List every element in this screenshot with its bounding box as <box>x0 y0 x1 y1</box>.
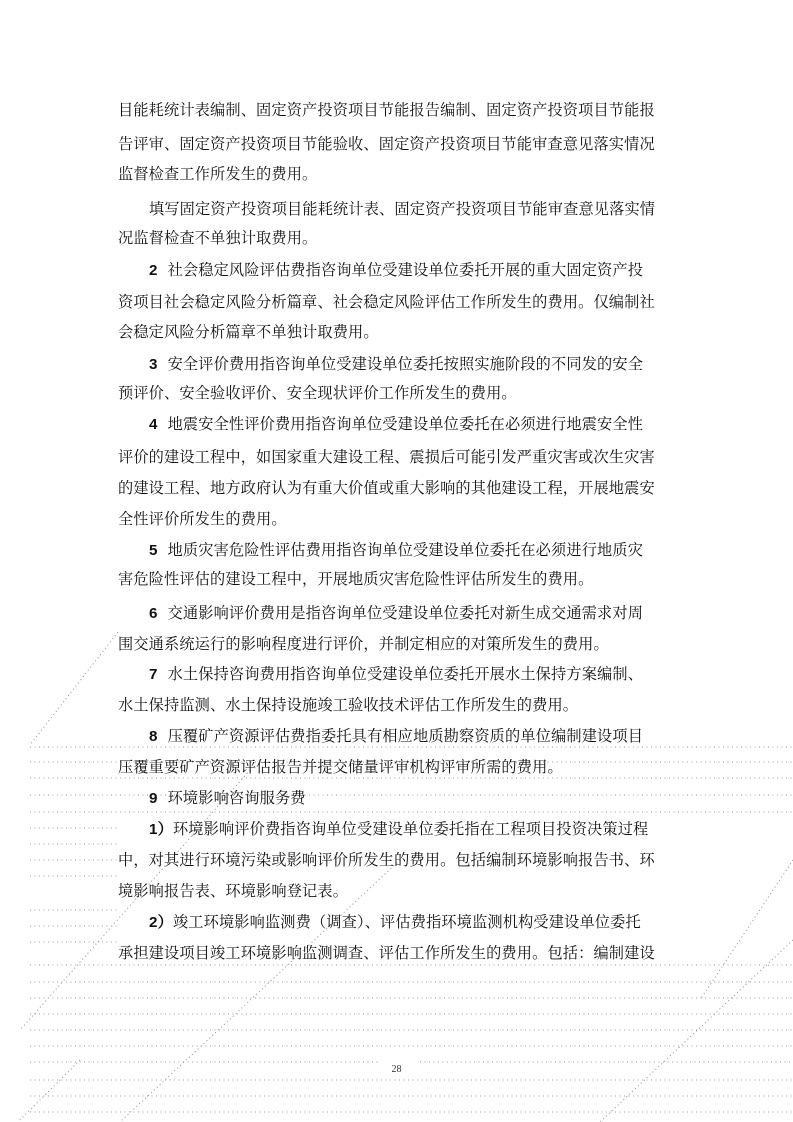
text-line: 预评价、安全验收评价、安全现状评价工作所发生的费用。 <box>118 384 517 402</box>
text-line: 目能耗统计表编制、固定资产投资项目节能报告编制、固定资产投资项目节能报 <box>118 101 655 119</box>
text-line: 会稳定风险分析篇章不单独计取费用。 <box>118 323 379 341</box>
item-number: 1） <box>149 821 173 838</box>
item-number: 8 <box>149 728 158 745</box>
text-line: 水土保持监测、水土保持设施竣工验收技术评估工作所发生的费用。 <box>118 696 579 714</box>
item-number: 5 <box>149 542 158 559</box>
item-number: 2 <box>149 262 158 279</box>
item-number: 3 <box>149 356 158 373</box>
text-line: 监督检查工作所发生的费用。 <box>118 165 318 183</box>
item-number: 6 <box>149 605 158 622</box>
text-line: 况监督检查不单独计取费用。 <box>118 229 318 247</box>
text-line: 害危险性评估的建设工程中，开展地质灾害危险性评估所发生的费用。 <box>118 570 594 588</box>
text-line: 3 安全评价费用指咨询单位受建设单位委托按照实施阶段的不同发的安全 <box>149 355 644 373</box>
text-line: 围交通系统运行的影响程度进行评价，并制定相应的对策所发生的费用。 <box>118 635 609 653</box>
text-line: 境影响报告表、环境影响登记表。 <box>118 882 349 900</box>
item-number: 2） <box>149 914 173 931</box>
item-number: 7 <box>149 666 158 683</box>
text-line: 4 地震安全性评价费用指咨询单位受建设单位委托在必须进行地震安全性 <box>149 415 644 433</box>
item-number: 9 <box>149 790 158 807</box>
text-line: 承担建设项目竣工环境影响监测调查、评估工作所发生的费用。包括：编制建设 <box>118 944 655 962</box>
text-line: 全性评价所发生的费用。 <box>118 510 287 528</box>
text-line: 告评审、固定资产投资项目节能验收、固定资产投资项目节能审查意见落实情况 <box>118 135 655 153</box>
text-line: 的建设工程、地方政府认为有重大价值或重大影响的其他建设工程，开展地震安 <box>118 479 655 497</box>
text-line: 8 压覆矿产资源评估费指委托具有相应地质勘察资质的单位编制建设项目 <box>149 727 644 745</box>
text-line: 填写固定资产投资项目能耗统计表、固定资产投资项目节能审查意见落实情 <box>149 200 656 218</box>
text-line: 5 地质灾害危险性评估费用指咨询单位受建设单位委托在必须进行地质灾 <box>149 541 644 559</box>
text-line: 6 交通影响评价费用是指咨询单位受建设单位委托对新生成交通需求对周 <box>149 604 644 622</box>
text-line: 1）环境影响评价费指咨询单位受建设单位委托指在工程项目投资决策过程 <box>149 820 649 838</box>
text-line: 2）竣工环境影响监测费（调查）、评估费指环境监测机构受建设单位委托 <box>149 913 641 931</box>
text-line: 评价的建设工程中，如国家重大建设工程、震损后可能引发严重灾害或次生灾害 <box>118 448 655 466</box>
text-line: 压覆重要矿产资源评估报告并提交储量评审机构评审所需的费用。 <box>118 758 563 776</box>
text-line: 中，对其进行环境污染或影响评价所发生的费用。包括编制环境影响报告书、环 <box>118 851 655 869</box>
page-number: 28 <box>391 1064 402 1075</box>
item-number: 4 <box>149 416 158 433</box>
text-line: 9 环境影响咨询服务费 <box>149 789 306 807</box>
text-line: 资项目社会稳定风险分析篇章、社会稳定风险评估工作所发生的费用。仅编制社 <box>118 293 655 311</box>
text-line: 7 水土保持咨询费用指咨询单位受建设单位委托开展水土保持方案编制、 <box>149 665 644 683</box>
text-line: 2 社会稳定风险评估费指咨询单位受建设单位委托开展的重大固定资产投 <box>149 261 644 279</box>
